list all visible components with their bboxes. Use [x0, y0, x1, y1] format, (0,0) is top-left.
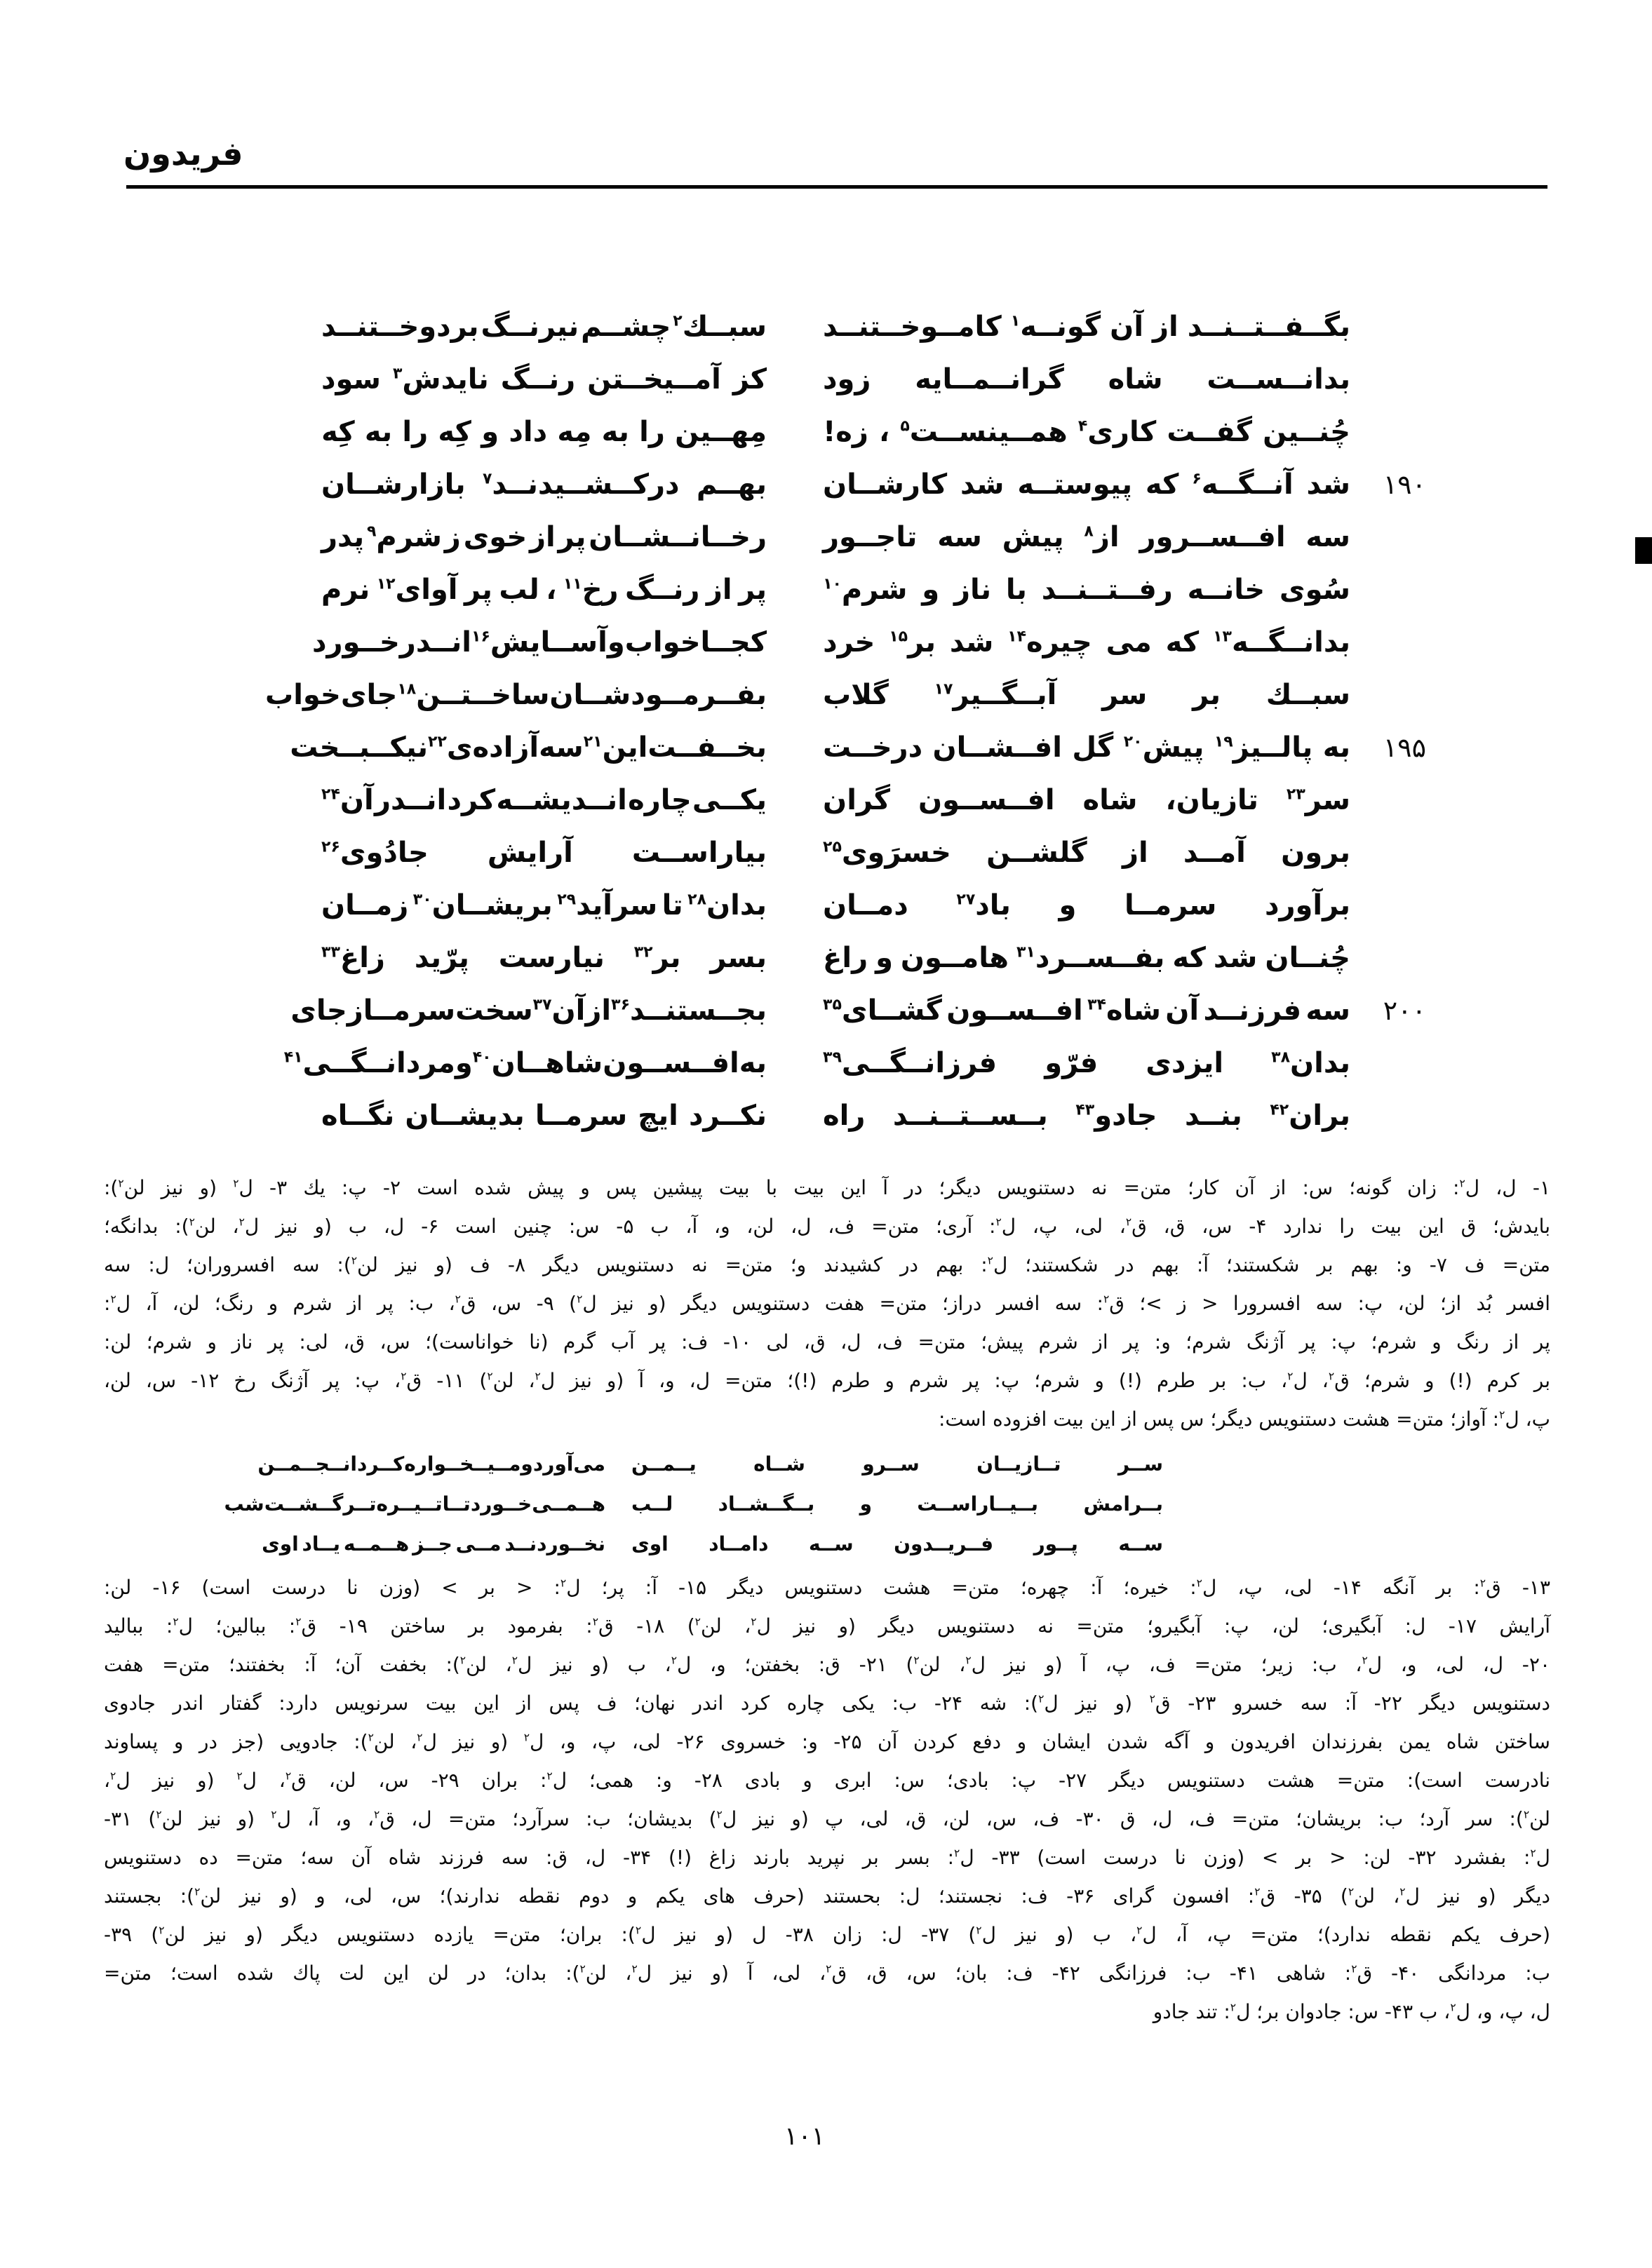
verse-row	[321, 879, 1426, 931]
scan-edge-mark	[1635, 537, 1652, 564]
hemistich-right: بدان$^{۳۸}$ ایزدی فرّو فرزانــگــی$^{۳۹}$	[823, 1046, 1350, 1079]
hemistich-left: به افــســون شاهــان$^{۴۰}$ و مردانــگــی$^{۴۱}$	[283, 1046, 767, 1079]
hemistich-right: بران$^{۴۲}$ بنــد جادو$^{۴۳}$ بــســتــنــد راه	[823, 1099, 1350, 1132]
apparatus-line: آرایش ۱۷- ل: آبگیری؛ لن، پ: آبگیرو؛ متن= نه دستنویس دیگر (و نیز ل$^۲$، لن$^۲$) ۱۸- ق$^۲$: بفرمود بر ساختن ۱۹- ق$^۲$: ببالین؛ ل$^۲$: ببالید	[104, 1614, 1550, 1638]
apparatus-verse-row	[257, 1444, 1163, 1484]
apparatus-hemistich-right: ســر تــازیــان ســرو شــاه یــمــن	[631, 1452, 1163, 1476]
apparatus-block-1	[104, 1168, 1550, 1438]
apparatus-line: ب: مردانگی ۴۰- ق$^۲$: شاهی ۴۱- ب: فرزانگی ۴۲- ف: بان؛ س، ق، ق$^۲$، لی، آ (و نیز ل$^۲$، لن$^۲$): بدان؛ در لن این لت پاك شده است؛ متن=	[104, 1962, 1550, 1985]
apparatus-line: پر از رنگ و شرم؛ پ: پر آژنگ شرم؛ و: پر از شرم پیش؛ متن= ف، ل، ق، لی ۱۰- ف: پر آب گرم (نا خواناست)؛ س، ق، لی: پر ناز و شرم؛ لن:	[104, 1330, 1550, 1354]
apparatus-line: (حرف یکم نقطه ندارد)؛ متن= پ، آ، ل$^۲$، ب (و نیز ل$^۲$) ۳۷- ل: زان ۳۸- ل (و نیز ل$^۲$): بران؛ متن= یازده دستنویس دیگر (و نیز لن$^۲$) ۳۹-	[104, 1923, 1550, 1946]
verse-row	[321, 563, 1426, 616]
apparatus-hemistich-left: می آورد و مــیــخــواره کــرد انــجــمــن	[257, 1452, 605, 1476]
verse-row	[321, 511, 1426, 563]
hemistich-right: بدانــســت شاه گرانــمــایه زود	[823, 363, 1350, 396]
verse-row	[321, 405, 1426, 458]
verse-number: ۱۹۵	[1383, 731, 1426, 763]
hemistich-right: سر$^{۲۳}$ تازیان، شاه افــســون گران	[823, 783, 1350, 816]
hemistich-right: سبــك بر سر آبــگــیر$^{۱۷}$ گلاب	[823, 678, 1350, 711]
hemistich-left: بسر بر$^{۳۲}$ نیارست پرّید زاغ$^{۳۳}$	[321, 941, 767, 974]
verse-row	[290, 984, 1426, 1037]
hemistich-right: سه فرزنــد آن شاه$^{۳۴}$ افــســون گشــای$^{۳۵}$	[823, 994, 1350, 1027]
apparatus-line: ۲۰- ل، لی، و، ل$^۲$، ب: زیر؛ متن= ف، پ، آ (و نیز ل$^۲$، لن$^۲$) ۲۱- ق: بخفتن؛ و، ل$^۲$، ب (و نیز ل$^۲$، لن$^۲$): بخفت آن؛ آ: بخفتند؛ متن= هفت	[104, 1653, 1550, 1676]
hemistich-right: سُوی خانــه رفــتــنــد با ناز و شرم$^{۱۰}$	[823, 573, 1350, 606]
verse-row	[265, 668, 1426, 721]
verse-row	[321, 1089, 1426, 1142]
verse-row	[321, 353, 1426, 405]
hemistich-right: برون آمــد از گلشــن خسرَوی$^{۲۵}$	[823, 836, 1350, 869]
apparatus-line: متن= ف ۷- و: بهم بر شکستند؛ آ: بهم در شکستند؛ ل$^۲$: بهم در کشیدند و؛ متن= نه دستنویس دیگر ۸- ف (و نیز لن$^۲$): سه افسروران؛ ل: سه	[104, 1253, 1551, 1276]
hemistich-right: چُنــین گفــت کاری$^۴$ همــینســت$^۵$ ، زه!	[823, 415, 1350, 448]
verse-row	[321, 931, 1426, 984]
hemistich-left: مِهــین را به مِه داد و کِه را به کِه	[321, 415, 767, 448]
apparatus-line: افسر بُد از؛ لن، پ: سه افسرورا < ز >؛ ق$^۲$: سه افسر دراز؛ متن= هفت دستنویس دیگر (و نیز ل$^۲$) ۹- س، ق$^۲$، ب: پر از شرم و رنگ؛ لن، آ، ل$^۲$:	[104, 1292, 1550, 1315]
hemistich-right: بدانــگــه$^{۱۳}$ که می چیره$^{۱۴}$ شد بر$^{۱۵}$ خرد	[823, 626, 1350, 659]
hemistich-right: سه افــســرور از$^۸$ پیش سه تاجــور	[823, 520, 1350, 553]
apparatus-hemistich-left: نخــوردنــد مــی جــز هــمــه یــاد اوی	[262, 1532, 605, 1555]
hemistich-right: چُنــان شد که بفــســرد$^{۳۱}$ هامــون و راغ	[823, 941, 1350, 974]
hemistich-left: رخــانــشــان پر از خوی ز شرم$^۹$ پدر	[321, 520, 767, 553]
verse-number: ۱۹۰	[1383, 468, 1426, 500]
hemistich-left: بخــفــت این$^{۲۱}$ سه آزاده‌ی$^{۲۲}$ نیکــبــخت	[290, 731, 767, 764]
apparatus-inserted-verses	[104, 1444, 1550, 1564]
hemistich-left: پر از رنــگ رخ$^{۱۱}$ ، لب پر آوای$^{۱۲}$ نرم	[321, 573, 767, 606]
hemistich-right: برآورد سرمــا و باد$^{۲۷}$ دمــان	[823, 889, 1350, 922]
apparatus-line: ۱۳- ق$^۲$: بر آنگه ۱۴- لی، پ، ل$^۲$: خیره؛ آ: چهره؛ متن= هشت دستنویس دیگر ۱۵- آ: پر؛ ل$^۲$: < بر > (وزن نا درست است) ۱۶- لن:	[104, 1576, 1550, 1599]
hemistich-left: بفــرمــودشــان ساخــتــن$^{۱۸}$ جای خواب	[265, 678, 767, 711]
apparatus-verse-row	[262, 1524, 1163, 1564]
verse-number: ۲۰۰	[1383, 994, 1426, 1026]
running-head-title: فریدون	[123, 135, 243, 173]
hemistich-right: بگــفــتــنــد از آن گونــه$^۱$ کامــوخــتنــد	[823, 310, 1350, 343]
hemistich-left: بهــم درکــشــیدنــد$^۷$ بازارشــان	[321, 468, 767, 501]
hemistich-left: بیاراســت آرایش جادُوی$^{۲۶}$	[321, 836, 767, 869]
header-rule	[126, 185, 1547, 189]
apparatus-line: ساختن شاه یمن بفرزندان افریدون و آگه شدن ایشان و دفع کردن آن ۲۵- و: خسروی ۲۶- لی، پ، و، ل$^۲$ (و نیز ل$^۲$، لن$^۲$): جادویی (جز در و پساوند	[104, 1730, 1550, 1753]
apparatus-line: ل$^۲$: بفشرد ۳۲- لن: < بر > (وزن نا درست است) ۳۳- ل$^۲$: بسر بر نپرید بارند زاغ (!) ۳۴- ل، ق: سه فرزند شاه آن سه؛ متن= ده دستنویس	[104, 1846, 1550, 1869]
apparatus-verse-row	[224, 1484, 1163, 1524]
verse-row	[290, 721, 1426, 774]
apparatus-line: دیگر (و نیز ل$^۲$، لن$^۲$) ۳۵- ق$^۲$: افسون گرای ۳۶- ف: نجستند؛ ل: بحستند (حرف های یکم و دوم نقطه ندارند)؛ س، لی، و (و نیز لن$^۲$): بجستند	[104, 1884, 1551, 1908]
hemistich-left: کز آمــیخــتن رنــگ نایدش$^۳$ سود	[321, 363, 767, 396]
apparatus-line: لن$^۲$): سر آرد؛ ب: بریشان؛ متن= ف، ل، ق ۳۰- ف، س، لن، ق، لی، پ (و نیز ل$^۲$) بدیشان؛ ب: سرآرد؛ متن= ل، ق$^۲$، و، آ، ل$^۲$ (و نیز لن$^۲$) ۳۱-	[104, 1807, 1550, 1830]
hemistich-left: بدان$^{۲۸}$ تا سرآید$^{۲۹}$ بریشــان$^{۳۰}$ زمــان	[321, 889, 767, 922]
main-poem	[265, 300, 1426, 1142]
verse-row	[321, 826, 1426, 879]
apparatus-line: ۱- ل، ل$^۲$: زان گونه؛ س: از آن کار؛ متن= نه دستنویس دیگر؛ در آ این بیت با بیت پیشین پس و پیش شده است ۲- پ: یك ۳- ل$^۲$ (و نیز لن$^۲$):	[104, 1176, 1550, 1199]
hemistich-left: نکــرد ایچ سرمــا بدیشــان نگــاه	[321, 1099, 767, 1132]
verse-row	[321, 458, 1426, 511]
critical-apparatus	[104, 1168, 1550, 2031]
verse-row	[312, 616, 1426, 668]
apparatus-block-2	[104, 1568, 1550, 2031]
verse-row	[283, 1037, 1426, 1089]
apparatus-line: بایدش؛ ق این بیت را ندارد ۴- س، ق، ق$^۲$، لی، پ، ل$^۲$: آری؛ متن= ف، ل، لن، و، آ، ب ۵- س: چنین است ۶- ل، ب (و نیز ل$^۲$، لن$^۲$): بدانگه؛	[104, 1215, 1551, 1238]
hemistich-left: کجــا خواب و آســایش$^{۱۶}$ انــدرخــورد	[312, 626, 767, 659]
apparatus-line: ل، پ، و، ل$^۲$، ب ۴۳- س: جادوان بر؛ ل$^۲$: تند جادو	[1153, 2000, 1550, 2023]
hemistich-left: سبــك$^۲$ چشــم نیرنــگ بردوخــتنــد	[321, 310, 767, 343]
verse-row	[321, 300, 1426, 353]
hemistich-right: شد آنــگــه$^۶$ که پیوستــه شد کارشــان	[823, 468, 1350, 501]
apparatus-line: پ، ل$^۲$: آواز؛ متن= هشت دستنویس دیگر؛ س پس از این بیت افزوده است:	[938, 1408, 1550, 1431]
apparatus-line: نادرست است): متن= هشت دستنویس دیگر ۲۷- پ: بادی؛ س: ابری و بادی ۲۸- و: همی؛ ل$^۲$: بران ۲۹- س، لن، ق$^۲$، ل$^۲$ (و نیز ل$^۲$،	[104, 1769, 1551, 1792]
apparatus-line: دستنویس دیگر ۲۲- آ: سه خسرو ۲۳- ق$^۲$ (و نیز ل$^۲$): شه ۲۴- ب: یکی چاره کرد اندر نهان؛ ف پس از این بیت سرنویس دارد: گفتار اندر جادوی	[104, 1692, 1550, 1715]
hemistich-right: به پالــیز$^{۱۹}$ پیش$^{۲۰}$ گل افــشــان درخــت	[823, 731, 1350, 764]
verse-row	[321, 774, 1426, 826]
hemistich-left: یکــی چاره انــدیشــه کرد انــدر آن$^{۲۴}$	[321, 783, 767, 816]
apparatus-line: بر کرم (!) و شرم؛ ق$^۲$، ل$^۲$، ب: بر طرم (!) و شرم؛ پ: پر شرم و طرم (!)؛ متن= ل، و، آ (و نیز ل$^۲$، لن$^۲$) ۱۱- ق$^۲$، پ: پر آژنگ رخ ۱۲- س، لن،	[104, 1369, 1551, 1392]
page-number: ۱۰۱	[784, 2122, 826, 2151]
hemistich-left: بجــستنــد$^{۳۶}$ از آن$^{۳۷}$ سخت سرمــا ز جای	[290, 994, 767, 1027]
apparatus-hemistich-right: ســه پــور فــریــدون ســه دامــاد اوی	[631, 1532, 1163, 1555]
apparatus-hemistich-left: هــمــی خــورد تــا تــیــره تــر گــشــت شب	[224, 1492, 605, 1516]
apparatus-hemistich-right: بــرامش بــیــاراســت و بــگــشــاد لــب	[631, 1492, 1163, 1516]
